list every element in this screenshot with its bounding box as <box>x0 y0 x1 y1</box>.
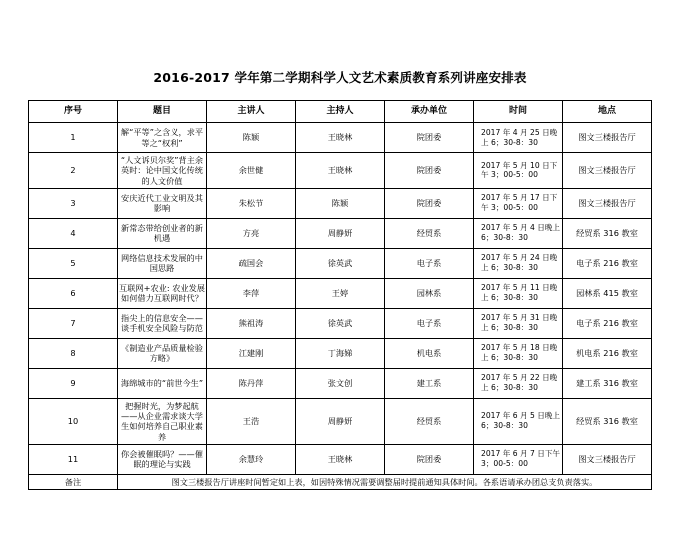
column-header-time: 时间 <box>474 101 563 123</box>
cell-speaker: 陈丹萍 <box>207 368 296 398</box>
table-row <box>29 278 652 308</box>
cell-topic: 解“平等”之含义，求平等之“权利” <box>118 123 207 153</box>
cell-no: 11 <box>29 444 118 474</box>
table-row <box>29 248 652 278</box>
table-row <box>29 218 652 248</box>
cell-organizer: 院团委 <box>385 188 474 218</box>
table-row <box>29 368 652 398</box>
column-header-host: 主持人 <box>296 101 385 123</box>
cell-no: 2 <box>29 153 118 189</box>
cell-place: 图文三楼报告厅 <box>563 123 652 153</box>
cell-place: 经贸系 316 教室 <box>563 398 652 444</box>
cell-place: 电子系 216 教室 <box>563 308 652 338</box>
column-header-no: 序号 <box>29 101 118 123</box>
cell-host: 周静妍 <box>296 218 385 248</box>
table-row <box>29 338 652 368</box>
cell-organizer: 园林系 <box>385 278 474 308</box>
table-row <box>29 398 652 444</box>
cell-place: 图文三楼报告厅 <box>563 153 652 189</box>
cell-speaker: 余世健 <box>207 153 296 189</box>
cell-time <box>474 338 563 368</box>
cell-host: 丁海娣 <box>296 338 385 368</box>
cell-no: 3 <box>29 188 118 218</box>
cell-time <box>474 218 563 248</box>
cell-topic: “人文诉贝尔奖”背主余英时：论中国文化传统的人文价值 <box>118 153 207 189</box>
cell-time <box>474 153 563 189</box>
column-header-organizer: 承办单位 <box>385 101 474 123</box>
cell-no: 7 <box>29 308 118 338</box>
cell-place: 机电系 216 教室 <box>563 338 652 368</box>
cell-organizer: 建工系 <box>385 368 474 398</box>
document-page <box>0 68 680 548</box>
cell-time-text: 2017 年 5 月 22 日晚上 6；30-8：30 <box>481 373 558 393</box>
cell-organizer: 院团委 <box>385 153 474 189</box>
cell-time-text: 2017 年 5 月 4 日晚上 6；30-8：30 <box>481 223 561 243</box>
cell-topic: 网络信息技术发展的中国思路 <box>118 248 207 278</box>
table-row <box>29 123 652 153</box>
cell-host: 陈颖 <box>296 188 385 218</box>
cell-host: 王晓林 <box>296 123 385 153</box>
cell-speaker: 疏国会 <box>207 248 296 278</box>
column-header-place: 地点 <box>563 101 652 123</box>
cell-no: 10 <box>29 398 118 444</box>
cell-place: 图文三楼报告厅 <box>563 444 652 474</box>
cell-topic: 新常态带给创业者的新机遇 <box>118 218 207 248</box>
table-body <box>29 123 652 490</box>
cell-time <box>474 398 563 444</box>
cell-place: 经贸系 316 教室 <box>563 218 652 248</box>
remark-text: 图文三楼报告厅讲座时间暂定如上表，如因特殊情况需要调整届时提前通知具体时间。各系语请承办团总支负责落实。 <box>118 474 652 489</box>
remark-label: 备注 <box>29 474 118 489</box>
cell-topic: 《制造业产品质量检验方略》 <box>118 338 207 368</box>
cell-organizer: 经贸系 <box>385 398 474 444</box>
cell-topic: 互联网+农业: 农业发展如何借力互联网时代？ <box>118 278 207 308</box>
cell-place: 电子系 216 教室 <box>563 248 652 278</box>
cell-time-text: 2017 年 5 月 11 日晚上 6；30-8：30 <box>481 283 558 303</box>
cell-speaker: 江建刚 <box>207 338 296 368</box>
column-header-speaker: 主讲人 <box>207 101 296 123</box>
cell-no: 5 <box>29 248 118 278</box>
cell-speaker: 方亮 <box>207 218 296 248</box>
cell-speaker: 王浩 <box>207 398 296 444</box>
table-row <box>29 188 652 218</box>
cell-time-text: 2017 年 5 月 17 日下午 3；00-5：00 <box>481 193 558 213</box>
cell-topic: 你会被催眠吗？——催眠的理论与实践 <box>118 444 207 474</box>
cell-organizer: 电子系 <box>385 248 474 278</box>
table-header-row <box>29 101 652 123</box>
cell-time-text: 2017 年 4 月 25 日晚上 6；30-8：30 <box>481 127 558 147</box>
cell-time <box>474 248 563 278</box>
cell-time-text: 2017 年 6 月 5 日晚上 6；30-8：30 <box>481 411 561 431</box>
lecture-schedule-table <box>28 100 652 490</box>
cell-no: 9 <box>29 368 118 398</box>
cell-organizer: 院团委 <box>385 444 474 474</box>
cell-host: 徐英武 <box>296 308 385 338</box>
cell-time <box>474 278 563 308</box>
cell-no: 8 <box>29 338 118 368</box>
cell-time <box>474 188 563 218</box>
cell-no: 6 <box>29 278 118 308</box>
cell-time <box>474 308 563 338</box>
cell-organizer: 机电系 <box>385 338 474 368</box>
table-row <box>29 153 652 189</box>
cell-time <box>474 444 563 474</box>
cell-topic: 安庆近代工业文明及其影响 <box>118 188 207 218</box>
cell-topic: 指尖上的信息安全——谈手机安全风险与防范 <box>118 308 207 338</box>
cell-organizer: 经贸系 <box>385 218 474 248</box>
cell-place: 园林系 415 教室 <box>563 278 652 308</box>
cell-no: 1 <box>29 123 118 153</box>
cell-host: 王婷 <box>296 278 385 308</box>
cell-time-text: 2017 年 5 月 24 日晚上 6；30-8：30 <box>481 253 558 273</box>
cell-time <box>474 123 563 153</box>
cell-speaker: 朱松节 <box>207 188 296 218</box>
table-row <box>29 444 652 474</box>
cell-time-text: 2017 年 5 月 18 日晚上 6；30-8：30 <box>481 343 558 363</box>
cell-time-text: 2017 年 6 月 7 日下午 3；00-5：00 <box>481 449 561 469</box>
cell-speaker: 熊祖涛 <box>207 308 296 338</box>
cell-place: 建工系 316 教室 <box>563 368 652 398</box>
cell-time <box>474 368 563 398</box>
cell-host: 王晓林 <box>296 444 385 474</box>
cell-host: 张文创 <box>296 368 385 398</box>
column-header-topic: 题目 <box>118 101 207 123</box>
cell-topic: 把握时光，为梦起航——从企业需求谈大学生如何培养自己职业素养 <box>118 398 207 444</box>
cell-place: 图文三楼报告厅 <box>563 188 652 218</box>
cell-time-text: 2017 年 5 月 10 日下午 3；00-5：00 <box>481 160 558 180</box>
cell-organizer: 院团委 <box>385 123 474 153</box>
table-row <box>29 308 652 338</box>
cell-speaker: 余慧玲 <box>207 444 296 474</box>
cell-speaker: 李萍 <box>207 278 296 308</box>
cell-topic: 海绵城市的“前世今生” <box>118 368 207 398</box>
table-header <box>29 101 652 123</box>
page-title: 2016-2017 学年第二学期科学人文艺术素质教育系列讲座安排表 <box>153 70 527 85</box>
table-remark-row <box>29 474 652 489</box>
cell-host: 周静妍 <box>296 398 385 444</box>
cell-speaker: 陈颖 <box>207 123 296 153</box>
cell-time-text: 2017 年 5 月 31 日晚上 6；30-8：30 <box>481 313 558 333</box>
cell-organizer: 电子系 <box>385 308 474 338</box>
cell-no: 4 <box>29 218 118 248</box>
cell-host: 徐英武 <box>296 248 385 278</box>
cell-host: 王晓林 <box>296 153 385 189</box>
